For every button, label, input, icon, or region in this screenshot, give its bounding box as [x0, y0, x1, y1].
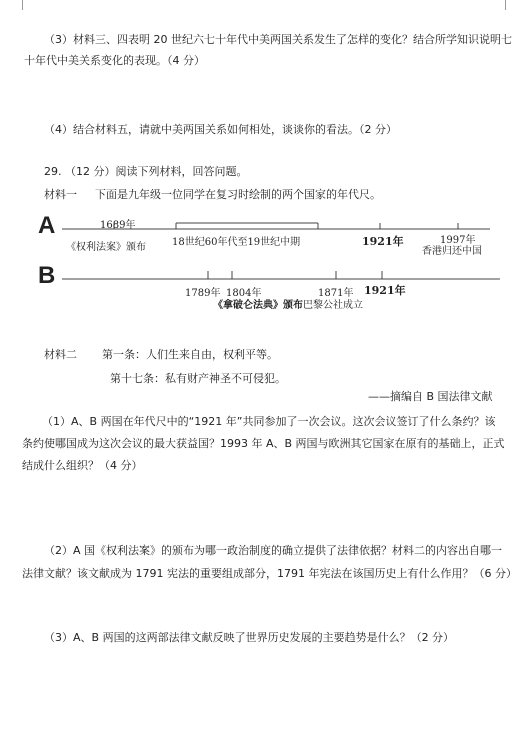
- timeline-b-label-1804: 1804年: [226, 288, 262, 299]
- material-2-label: 材料二: [44, 348, 77, 361]
- material-1-label: 材料一: [44, 188, 77, 201]
- sub-question-3: （3）A、B 两国的这两部法律文献反映了世界历史发展的主要趋势是什么？（2 分）: [44, 631, 455, 644]
- timeline-a-label-1921: 1921年: [362, 235, 404, 248]
- timeline-a-label-1689: 1689年: [100, 220, 136, 231]
- timeline-b-label-code: 《拿破仑法典》颁布: [213, 300, 303, 311]
- sub-question-1-line-3: 结成什么组织？（4 分）: [22, 459, 143, 472]
- material-2-line-1: 第一条：人们生来自由，权利平等。: [102, 348, 278, 361]
- timeline-a-label-hk: 香港归还中国: [422, 246, 482, 257]
- timeline-a-label-1997: 1997年: [440, 235, 476, 246]
- material-2-source: ——摘编自 B 国法律文献: [368, 390, 493, 403]
- material-2-line-2: 第十七条：私有财产神圣不可侵犯。: [110, 372, 286, 385]
- timeline-b-label-1921: 1921年: [364, 284, 406, 297]
- timeline-letter-b: B: [38, 262, 56, 289]
- timeline-a-label-bill: 《权利法案》颁布: [66, 242, 146, 253]
- timeline-lines: [0, 0, 528, 320]
- timeline-a-label-period: 18世纪60年代至19世纪中期: [172, 237, 301, 248]
- sub-question-1-line-2: 条约使哪国成为这次会议的最大获益国？1993 年 A、B 两国与欧洲其它国家在原有的基础上，正式: [22, 437, 505, 450]
- timeline-b-label-1789: 1789年: [185, 288, 221, 299]
- question-4: （4）结合材料五，请就中美两国关系如何相处，谈谈你的看法。（2 分）: [44, 123, 397, 136]
- timeline-letter-a: A: [38, 212, 56, 239]
- sub-question-1-line-1: （1）A、B 两国在年代尺中的“1921 年”共同参加了一次会议。这次会议签订了什么条约？该: [42, 415, 496, 428]
- material-1-text: 下面是九年级一位同学在复习时绘制的两个国家的年代尺。: [95, 188, 381, 201]
- timeline-diagram: [0, 0, 528, 320]
- timeline-b-label-1871: 1871年: [318, 288, 354, 299]
- timeline-b-label-commune: 巴黎公社成立: [303, 300, 363, 311]
- question-3-line-1: （3）材料三、四表明 20 世纪六七十年代中美两国关系发生了怎样的变化？结合所学知识说明七: [44, 33, 512, 46]
- sub-question-2-line-2: 法律文献？该文献成为 1791 宪法的重要组成部分，1791 年宪法在该国历史上有什么作用？（6 分）: [22, 567, 517, 580]
- sub-question-2-line-1: （2）A 国《权利法案》的颁布为哪一政治制度的确立提供了法律依据？材料二的内容出自哪一: [44, 544, 503, 557]
- question-29-heading: 29. （12 分）阅读下列材料，回答问题。: [44, 165, 248, 178]
- question-3-line-2: 十年代中美关系变化的表现。（4 分）: [24, 54, 205, 67]
